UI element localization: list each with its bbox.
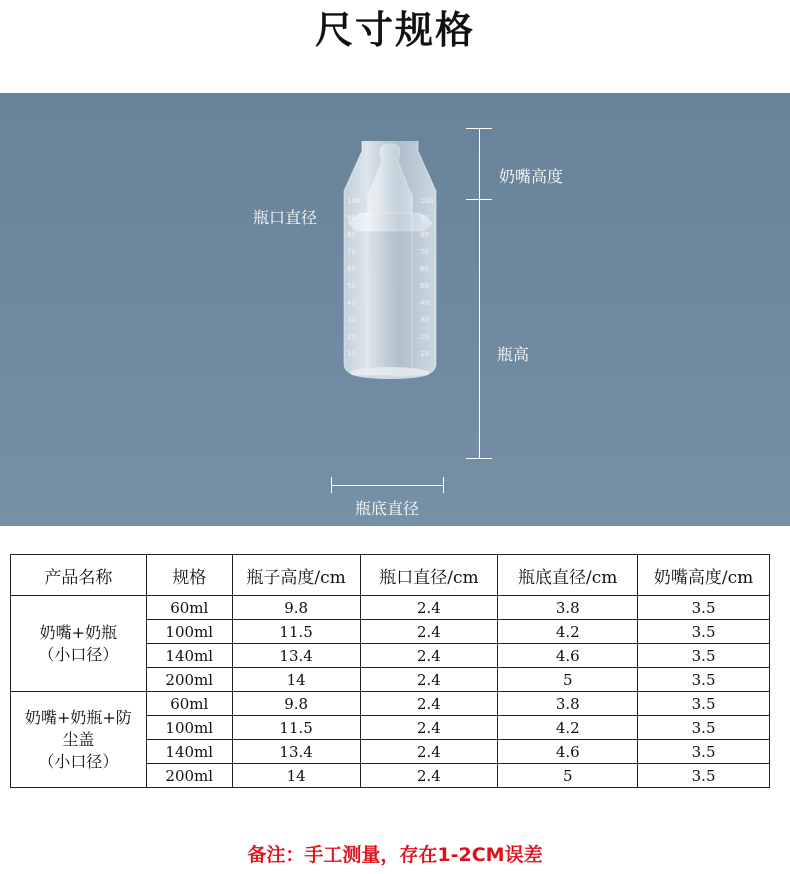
table-header-row	[11, 555, 770, 596]
product-name-line: （小口径）	[38, 644, 119, 664]
spec-table	[10, 554, 770, 788]
product-name-line: 奶嘴+奶瓶+防	[24, 707, 132, 727]
spec-cell: 200ml	[146, 668, 232, 692]
table-row	[11, 692, 770, 716]
mouth-diameter-cell: 2.4	[360, 644, 498, 668]
bottle-height-cell: 13.4	[232, 740, 360, 764]
base-diameter-line	[331, 485, 443, 486]
bottle-height-cell: 9.8	[232, 692, 360, 716]
bottle-height-cell: 11.5	[232, 620, 360, 644]
bottle-base	[350, 367, 430, 379]
spec-cell: 100ml	[146, 620, 232, 644]
mouth-diameter-cell: 2.4	[360, 692, 498, 716]
bottle-height-label: 瓶高	[497, 345, 530, 364]
spec-cell: 200ml	[146, 764, 232, 788]
mouth-diameter-cell: 2.4	[360, 620, 498, 644]
page-title: 尺寸规格	[314, 8, 475, 52]
base-diameter-cell: 4.2	[498, 620, 638, 644]
header-bottle-height: 瓶子高度/cm	[232, 555, 360, 596]
nipple-height-cell: 3.5	[638, 692, 770, 716]
mouth-diameter-cell: 2.4	[360, 764, 498, 788]
measurement-note: 备注：手工测量，存在1-2CM误差	[247, 844, 543, 866]
spec-cell: 140ml	[146, 644, 232, 668]
mouth-diameter-cell: 2.4	[360, 740, 498, 764]
product-name-line: （小口径）	[38, 751, 119, 771]
scale-mark-label: 100	[347, 197, 361, 205]
base-diameter-cell: 4.2	[498, 716, 638, 740]
nipple-height-cell: 3.5	[638, 620, 770, 644]
scale-mark-label: 20	[420, 333, 429, 341]
scale-mark-label: 10	[420, 350, 429, 358]
bottle-height-cell: 14	[232, 764, 360, 788]
scale-mark-label: 30	[420, 316, 429, 324]
scale-mark-label: 70	[347, 248, 356, 256]
scale-mark-label: 80	[420, 231, 429, 239]
scale-mark-label: 90	[347, 214, 356, 222]
scale-mark-label: 60	[420, 265, 429, 273]
header-product-name: 产品名称	[11, 555, 147, 596]
spec-cell: 100ml	[146, 716, 232, 740]
mouth-diameter-cell: 2.4	[360, 596, 498, 620]
scale-mark-label: 60	[347, 265, 356, 273]
base-diameter-cell: 5	[498, 668, 638, 692]
bottle-height-cell: 9.8	[232, 596, 360, 620]
header-mouth-diameter: 瓶口直径/cm	[360, 555, 498, 596]
spec-cell: 140ml	[146, 740, 232, 764]
header-nipple-height: 奶嘴高度/cm	[638, 555, 770, 596]
base-diameter-cell: 3.8	[498, 596, 638, 620]
nipple-height-cell: 3.5	[638, 764, 770, 788]
mouth-diameter-cell: 2.4	[360, 716, 498, 740]
nipple-height-cell: 3.5	[638, 644, 770, 668]
product-name-cell	[11, 596, 147, 692]
nipple-height-cell: 3.5	[638, 596, 770, 620]
bottle-bottom-tick	[466, 458, 492, 459]
base-diameter-label: 瓶底直径	[355, 499, 420, 518]
nipple-height-cell: 3.5	[638, 716, 770, 740]
scale-mark-label: 90	[420, 214, 429, 222]
base-diameter-cell: 3.8	[498, 692, 638, 716]
header-spec: 规格	[146, 555, 232, 596]
spec-cell: 60ml	[146, 596, 232, 620]
scale-mark-label: 30	[347, 316, 356, 324]
base-diameter-cell: 5	[498, 764, 638, 788]
scale-mark-label: 70	[420, 248, 429, 256]
product-name-line: 尘盖	[62, 729, 95, 749]
bottle-height-line	[479, 199, 480, 458]
nipple-height-label: 奶嘴高度	[499, 167, 564, 186]
scale-mark-label: 50	[347, 282, 356, 290]
mouth-diameter-cell: 2.4	[360, 668, 498, 692]
nipple-height-cell: 3.5	[638, 668, 770, 692]
baby-bottle-illustration	[320, 141, 450, 381]
header-base-diameter: 瓶底直径/cm	[498, 555, 638, 596]
scale-mark-label: 40	[347, 299, 356, 307]
scale-mark-label: 40	[420, 299, 429, 307]
mouth-diameter-label: 瓶口直径	[253, 208, 318, 227]
scale-mark-label: 10	[347, 350, 356, 358]
scale-mark-label: 50	[420, 282, 429, 290]
product-name-line: 奶嘴+奶瓶	[39, 622, 118, 642]
nipple-height-line	[479, 128, 480, 199]
bottle-height-cell: 11.5	[232, 716, 360, 740]
base-diameter-cell: 4.6	[498, 740, 638, 764]
table-row	[11, 596, 770, 620]
nipple-height-cell: 3.5	[638, 740, 770, 764]
bottle-height-cell: 14	[232, 668, 360, 692]
diagram-panel	[0, 93, 790, 526]
scale-mark-label: 100	[420, 197, 434, 205]
product-name-cell	[11, 692, 147, 788]
base-diameter-cell: 4.6	[498, 644, 638, 668]
scale-mark-label: 20	[347, 333, 356, 341]
base-right-tick	[443, 477, 444, 493]
spec-cell: 60ml	[146, 692, 232, 716]
scale-mark-label: 80	[347, 231, 356, 239]
bottle-height-cell: 13.4	[232, 644, 360, 668]
